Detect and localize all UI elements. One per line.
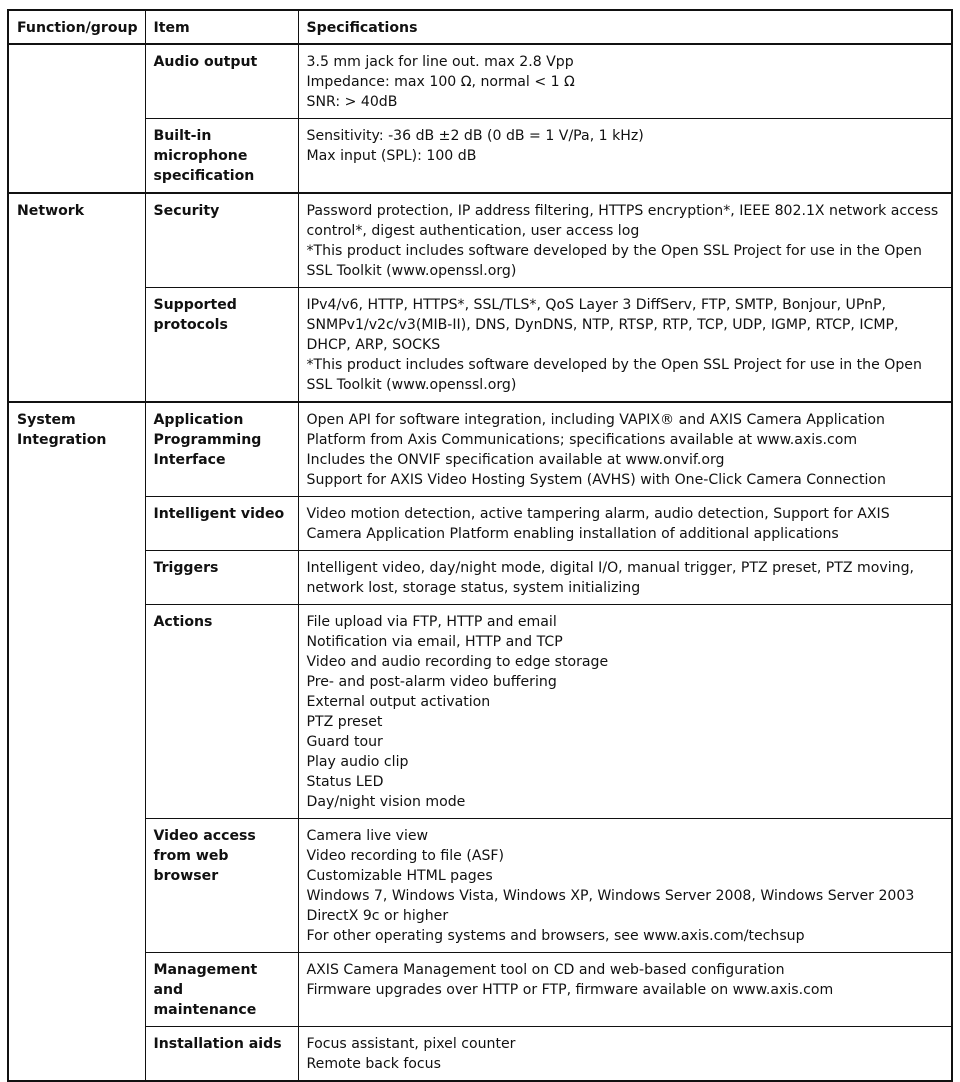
spec-line: Video and audio recording to edge storage [306, 654, 609, 670]
table-row [8, 193, 952, 288]
spec-line: Password protection, IP address filtering, HTTPS encryption*, IEEE 802.1X network access control*, digest authentication, user access log [306, 203, 939, 239]
table-row [8, 44, 952, 119]
table-row [8, 551, 952, 605]
table-row [8, 605, 952, 819]
table-row [8, 402, 952, 497]
specifications-cell [298, 1027, 952, 1082]
spec-line: Play audio clip [306, 754, 409, 770]
spec-line: Firmware upgrades over HTTP or FTP, firmware available on www.axis.com [306, 982, 834, 998]
specifications-cell [298, 819, 952, 953]
header-item: Item [145, 10, 298, 44]
spec-line: Camera live view [306, 828, 429, 844]
table-row [8, 953, 952, 1027]
function-group-cell [8, 44, 145, 193]
spec-line: AXIS Camera Management tool on CD and web-based configuration [306, 962, 785, 978]
spec-line: SNR: > 40dB [306, 94, 398, 110]
header-specifications: Specifications [298, 10, 952, 44]
spec-line: Video motion detection, active tampering alarm, audio detection, Support for AXIS Camera Application Platform enabling installation of additional applications [306, 506, 890, 542]
spec-line: Impedance: max 100 Ω, normal < 1 Ω [306, 74, 575, 90]
header-row [8, 10, 952, 44]
spec-line: Day/night vision mode [306, 794, 466, 810]
spec-line: *This product includes software developed by the Open SSL Project for use in the Open SSL Toolkit (www.openssl.org) [306, 243, 922, 279]
spec-line: Remote back focus [306, 1056, 441, 1072]
item-cell: Management and maintenance [145, 953, 298, 1027]
spec-line: File upload via FTP, HTTP and email [306, 614, 557, 630]
specifications-cell [298, 288, 952, 403]
specifications-cell [298, 193, 952, 288]
specifications-cell [298, 953, 952, 1027]
specifications-cell [298, 497, 952, 551]
spec-line: Focus assistant, pixel counter [306, 1036, 516, 1052]
spec-line: *This product includes software developed by the Open SSL Project for use in the Open SSL Toolkit (www.openssl.org) [306, 357, 922, 393]
function-group-cell: Network [8, 193, 145, 402]
spec-line: IPv4/v6, HTTP, HTTPS*, SSL/TLS*, QoS Layer 3 DiffServ, FTP, SMTP, Bonjour, UPnP, SNMPv1/v2c/v3(MIB-II), DNS, DynDNS, NTP, RTSP, RTP, TCP, UDP, IGMP, RTCP, ICMP, DHCP, ARP, SOCKS [306, 297, 899, 353]
spec-line: Customizable HTML pages [306, 868, 493, 884]
table-row [8, 1027, 952, 1082]
table-row [8, 119, 952, 194]
table-row [8, 819, 952, 953]
item-cell: Built-in microphone specification [145, 119, 298, 194]
specifications-cell [298, 605, 952, 819]
spec-line: Guard tour [306, 734, 383, 750]
item-cell: Intelligent video [145, 497, 298, 551]
item-cell: Video access from web browser [145, 819, 298, 953]
spec-line: Pre- and post-alarm video buffering [306, 674, 557, 690]
specifications-cell [298, 402, 952, 497]
table-row [8, 288, 952, 403]
spec-line: Open API for software integration, including VAPIX® and AXIS Camera Application Platform from Axis Communications; specifications available at www.axis.com [306, 412, 885, 448]
item-cell: Security [145, 193, 298, 288]
spec-line: Max input (SPL): 100 dB [306, 148, 477, 164]
item-cell: Installation aids [145, 1027, 298, 1082]
item-cell: Application Programming Interface [145, 402, 298, 497]
spec-line: Windows 7, Windows Vista, Windows XP, Windows Server 2008, Windows Server 2003 [306, 888, 915, 904]
function-group-cell: System Integration [8, 402, 145, 1081]
spec-line: Support for AXIS Video Hosting System (AVHS) with One-Click Camera Connection [306, 472, 886, 488]
spec-line: Includes the ONVIF specification available at www.onvif.org [306, 452, 725, 468]
specifications-cell [298, 119, 952, 194]
spec-line: 3.5 mm jack for line out. max 2.8 Vpp [306, 54, 574, 70]
table-row [8, 497, 952, 551]
item-cell: Triggers [145, 551, 298, 605]
item-cell: Audio output [145, 44, 298, 119]
specifications-cell [298, 551, 952, 605]
spec-line: Status LED [306, 774, 384, 790]
item-cell: Supported protocols [145, 288, 298, 403]
specifications-table [7, 9, 953, 1082]
spec-line: PTZ preset [306, 714, 383, 730]
spec-line: Sensitivity: -36 dB ±2 dB (0 dB = 1 V/Pa, 1 kHz) [306, 128, 644, 144]
spec-line: External output activation [306, 694, 491, 710]
spec-line: Intelligent video, day/night mode, digital I/O, manual trigger, PTZ preset, PTZ moving, network lost, storage status, system initializing [306, 560, 914, 596]
item-cell: Actions [145, 605, 298, 819]
spec-line: For other operating systems and browsers, see www.axis.com/techsup [306, 928, 805, 944]
spec-line: Notification via email, HTTP and TCP [306, 634, 563, 650]
header-function-group: Function/group [8, 10, 145, 44]
spec-line: Video recording to file (ASF) [306, 848, 505, 864]
spec-line: DirectX 9c or higher [306, 908, 449, 924]
specifications-cell [298, 44, 952, 119]
table-body [8, 44, 952, 1081]
